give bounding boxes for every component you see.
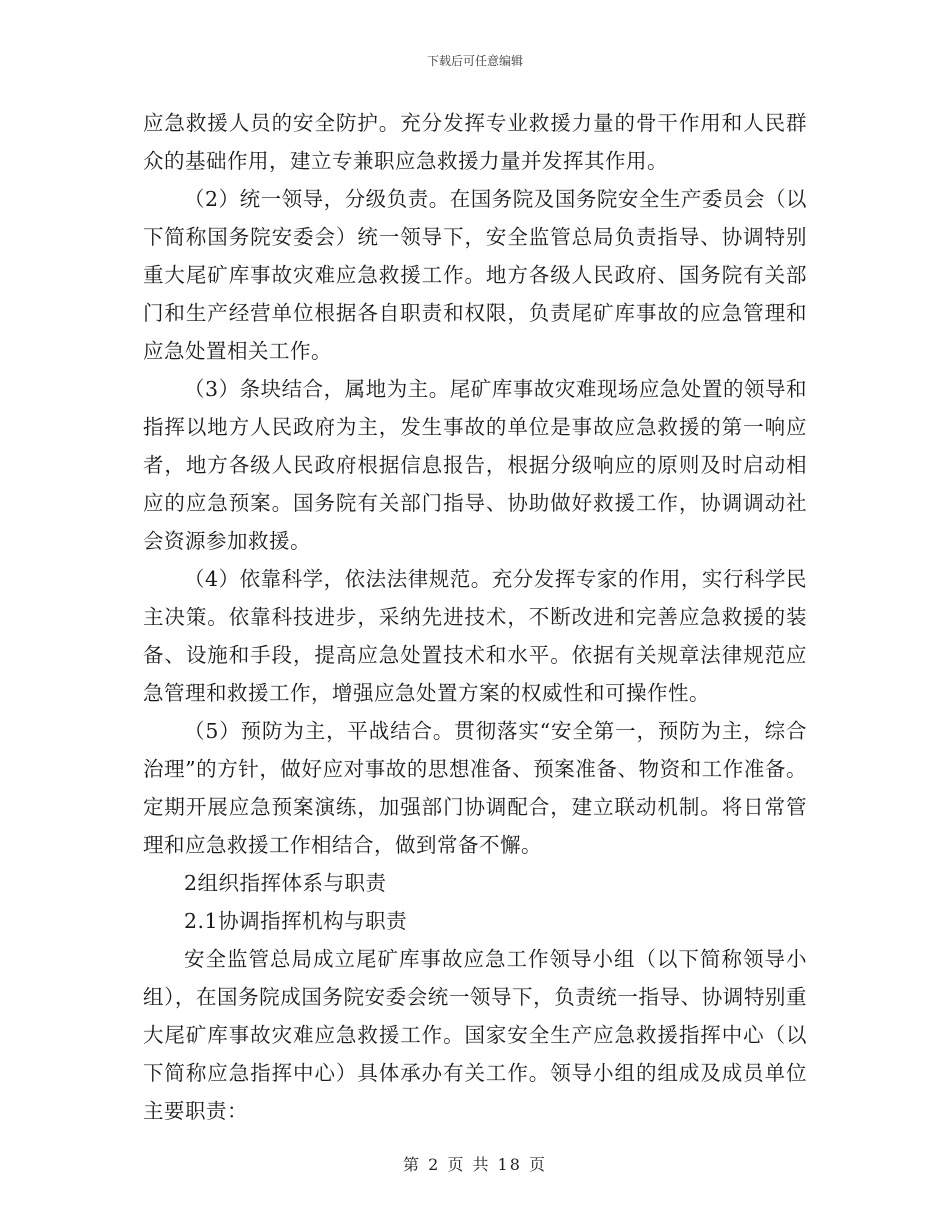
paragraph-continuation: 应急救援人员的安全防护。充分发挥专业救援力量的骨干作用和人民群众的基础作用，建立专兼职应急救援力量并发挥其作用。 bbox=[143, 111, 807, 173]
paragraph-principle-2: （2）统一领导，分级负责。在国务院及国务院安全生产委员会（以下简称国务院安委会）统一领导下，安全监管总局负责指导、协调特别重大尾矿库事故灾难应急救援工作。地方各级人民政府、国务院有关部门和生产经营单位根据各自职责和权限，负责尾矿库事故的应急管理和应急处置相关工作。 bbox=[143, 187, 807, 363]
paragraph-principle-5: （5）预防为主，平战结合。贯彻落实“安全第一，预防为主，综合治理”的方针，做好应对事故的思想准备、预案准备、物资和工作准备。定期开展应急预案演练，加强部门协调配合，建立联动机制。将日常管理和应急救援工作相结合，做到常备不懈。 bbox=[143, 719, 807, 857]
paragraph-principle-4: （4）依靠科学，依法法律规范。充分发挥专家的作用，实行科学民主决策。依靠科技进步，采纳先进技术，不断改进和完善应急救援的装备、设施和手段，提高应急处置技术和水平。依据有关规章法律规范应急管理和救援工作，增强应急处置方案的权威性和可操作性。 bbox=[143, 567, 807, 705]
page-header: 下载后可任意编辑 bbox=[426, 54, 523, 68]
paragraph-principle-3: （3）条块结合，属地为主。尾矿库事故灾难现场应急处置的领导和指挥以地方人民政府为主，发生事故的单位是事故应急救援的第一响应者，地方各级人民政府根据信息报告，根据分级响应的原则及时启动相应的应急预案。国务院有关部门指导、协助做好救援工作，协调调动社会资源参加救援。 bbox=[143, 377, 807, 553]
page-number-footer: 第 2 页 共 18 页 bbox=[403, 1155, 547, 1174]
document-body bbox=[143, 104, 807, 1130]
section-heading-2: 2组织指挥体系与职责 bbox=[184, 871, 387, 895]
paragraph-leadership-group: 安全监管总局成立尾矿库事故应急工作领导小组（以下简称领导小组），在国务院成国务院安委会统一领导下，负责统一指导、协调特别重大尾矿库事故灾难应急救援工作。国家安全生产应急救援指挥中心（以下简称应急指挥中心）具体承办有关工作。领导小组的组成及成员单位主要职责： bbox=[143, 947, 807, 1123]
section-heading-2-1: 2.1协调指挥机构与职责 bbox=[184, 909, 408, 933]
